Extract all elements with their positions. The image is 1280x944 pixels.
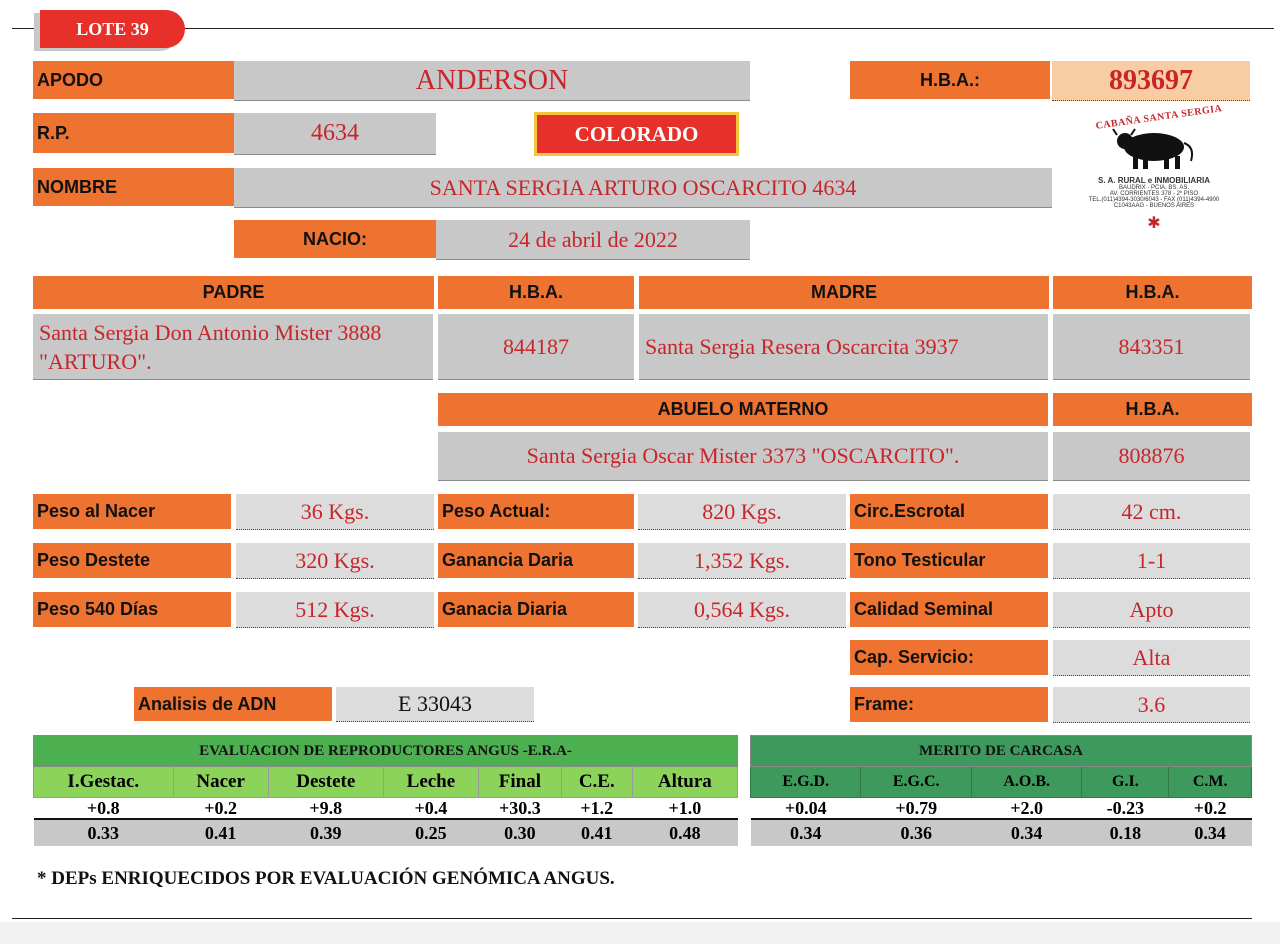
carcasa-col-header: C.M. xyxy=(1169,767,1252,798)
era-acc: 0.48 xyxy=(632,819,737,846)
era-col-header: Final xyxy=(478,767,561,798)
nombre-value: SANTA SERGIA ARTURO OSCARCITO 4634 xyxy=(234,168,1052,208)
madre-value: Santa Sergia Resera Oscarcita 3937 xyxy=(639,314,1048,380)
peso-nacer-label: Peso al Nacer xyxy=(33,494,231,529)
padre-header: PADRE xyxy=(33,276,434,309)
era-col-header: I.Gestac. xyxy=(34,767,174,798)
peso-540-label: Peso 540 Días xyxy=(33,592,231,627)
peso-actual-label: Peso Actual: xyxy=(438,494,634,529)
flame-icon: ✱ xyxy=(1147,215,1161,232)
carcasa-acc: 0.18 xyxy=(1082,819,1169,846)
company-logo xyxy=(1064,103,1244,262)
color-badge: COLORADO xyxy=(537,115,736,153)
ganancia2-value: 0,564 Kgs. xyxy=(638,592,846,628)
abuelo-hba-value: 808876 xyxy=(1053,432,1250,481)
carcasa-col-header: E.G.D. xyxy=(751,767,861,798)
ganancia1-value: 1,352 Kgs. xyxy=(638,543,846,579)
era-col-header: Leche xyxy=(383,767,478,798)
era-dep: +1.2 xyxy=(561,798,632,820)
madre-header: MADRE xyxy=(639,276,1049,309)
peso-destete-label: Peso Destete xyxy=(33,543,231,578)
carcasa-col-header: G.I. xyxy=(1082,767,1169,798)
carcasa-acc: 0.34 xyxy=(971,819,1081,846)
nacio-value: 24 de abril de 2022 xyxy=(436,220,750,260)
page-bottom-strip xyxy=(0,922,1280,944)
era-col-header: Nacer xyxy=(173,767,268,798)
ganancia1-label: Ganancia Daria xyxy=(438,543,634,578)
nacio-label: NACIO: xyxy=(234,220,436,258)
ganancia2-label: Ganacia Diaria xyxy=(438,592,634,627)
carcasa-dep: +2.0 xyxy=(971,798,1081,820)
carcasa-col-header: E.G.C. xyxy=(861,767,971,798)
era-dep: +0.2 xyxy=(173,798,268,820)
logo-phones: TEL.(011)4394-3030/6043 - FAX (011)4394-4900 xyxy=(1088,197,1220,203)
era-table xyxy=(33,735,738,846)
carcasa-dep: -0.23 xyxy=(1082,798,1169,820)
circ-label: Circ.Escrotal xyxy=(850,494,1048,529)
carcasa-table xyxy=(750,735,1252,846)
logo-city: C1043AAG - BUENOS AIRES xyxy=(1113,203,1195,209)
tono-value: 1-1 xyxy=(1053,543,1250,579)
rp-label: R.P. xyxy=(33,113,234,153)
nombre-label: NOMBRE xyxy=(33,168,234,206)
padre-hba-header: H.B.A. xyxy=(438,276,634,309)
bull-icon xyxy=(1109,123,1199,171)
carcasa-acc: 0.34 xyxy=(751,819,861,846)
era-col-header: C.E. xyxy=(561,767,632,798)
frame-label: Frame: xyxy=(850,687,1048,722)
padre-hba-value: 844187 xyxy=(438,314,634,380)
cap-value: Alta xyxy=(1053,640,1250,676)
lote-badge: LOTE 39 xyxy=(40,10,185,48)
carcasa-dep: +0.79 xyxy=(861,798,971,820)
peso-540-value: 512 Kgs. xyxy=(236,592,434,628)
era-acc: 0.30 xyxy=(478,819,561,846)
adn-value: E 33043 xyxy=(336,687,534,722)
era-acc: 0.25 xyxy=(383,819,478,846)
carcasa-acc: 0.36 xyxy=(861,819,971,846)
era-dep: +9.8 xyxy=(268,798,383,820)
peso-actual-value: 820 Kgs. xyxy=(638,494,846,530)
era-acc: 0.33 xyxy=(34,819,174,846)
logo-company: S. A. RURAL e INMOBILIARIA xyxy=(1097,176,1210,185)
carcasa-dep: +0.04 xyxy=(751,798,861,820)
calidad-label: Calidad Seminal xyxy=(850,592,1048,627)
tono-label: Tono Testicular xyxy=(850,543,1048,578)
color-badge-frame xyxy=(534,112,739,156)
carcasa-title: MERITO DE CARCASA xyxy=(751,736,1252,767)
carcasa-col-header: A.O.B. xyxy=(971,767,1081,798)
carcasa-acc: 0.34 xyxy=(1169,819,1252,846)
apodo-label: APODO xyxy=(33,61,234,99)
era-acc: 0.39 xyxy=(268,819,383,846)
logo-title: CABAÑA SANTA SERGIA xyxy=(1095,103,1223,132)
apodo-value: ANDERSON xyxy=(234,61,750,101)
circ-value: 42 cm. xyxy=(1053,494,1250,530)
cap-label: Cap. Servicio: xyxy=(850,640,1048,675)
logo-place: BAUDRIX - PCIA. BS. AS. xyxy=(1118,185,1190,191)
hba-value: 893697 xyxy=(1052,61,1250,101)
adn-label: Analisis de ADN xyxy=(134,687,332,721)
era-acc: 0.41 xyxy=(561,819,632,846)
madre-hba-header: H.B.A. xyxy=(1053,276,1252,309)
abuelo-value: Santa Sergia Oscar Mister 3373 "OSCARCITO". xyxy=(438,432,1048,481)
era-col-header: Altura xyxy=(632,767,737,798)
footnote: * DEPs ENRIQUECIDOS POR EVALUACIÓN GENÓMICA ANGUS. xyxy=(37,868,615,889)
era-dep: +0.4 xyxy=(383,798,478,820)
era-acc: 0.41 xyxy=(173,819,268,846)
peso-nacer-value: 36 Kgs. xyxy=(236,494,434,530)
logo-address: AV. CORRIENTES 378 - 2º PISO xyxy=(1109,191,1199,197)
era-dep: +0.8 xyxy=(34,798,174,820)
hba-label: H.B.A.: xyxy=(850,61,1050,99)
era-title: EVALUACION DE REPRODUCTORES ANGUS -E.R.A- xyxy=(34,736,738,767)
abuelo-header: ABUELO MATERNO xyxy=(438,393,1048,426)
era-col-header: Destete xyxy=(268,767,383,798)
era-dep: +30.3 xyxy=(478,798,561,820)
rp-value: 4634 xyxy=(234,113,436,155)
abuelo-hba-header: H.B.A. xyxy=(1053,393,1252,426)
calidad-value: Apto xyxy=(1053,592,1250,628)
carcasa-dep: +0.2 xyxy=(1169,798,1252,820)
frame-value: 3.6 xyxy=(1053,687,1250,723)
padre-value: Santa Sergia Don Antonio Mister 3888 "ARTURO". xyxy=(33,314,433,380)
peso-destete-value: 320 Kgs. xyxy=(236,543,434,579)
era-dep: +1.0 xyxy=(632,798,737,820)
madre-hba-value: 843351 xyxy=(1053,314,1250,380)
